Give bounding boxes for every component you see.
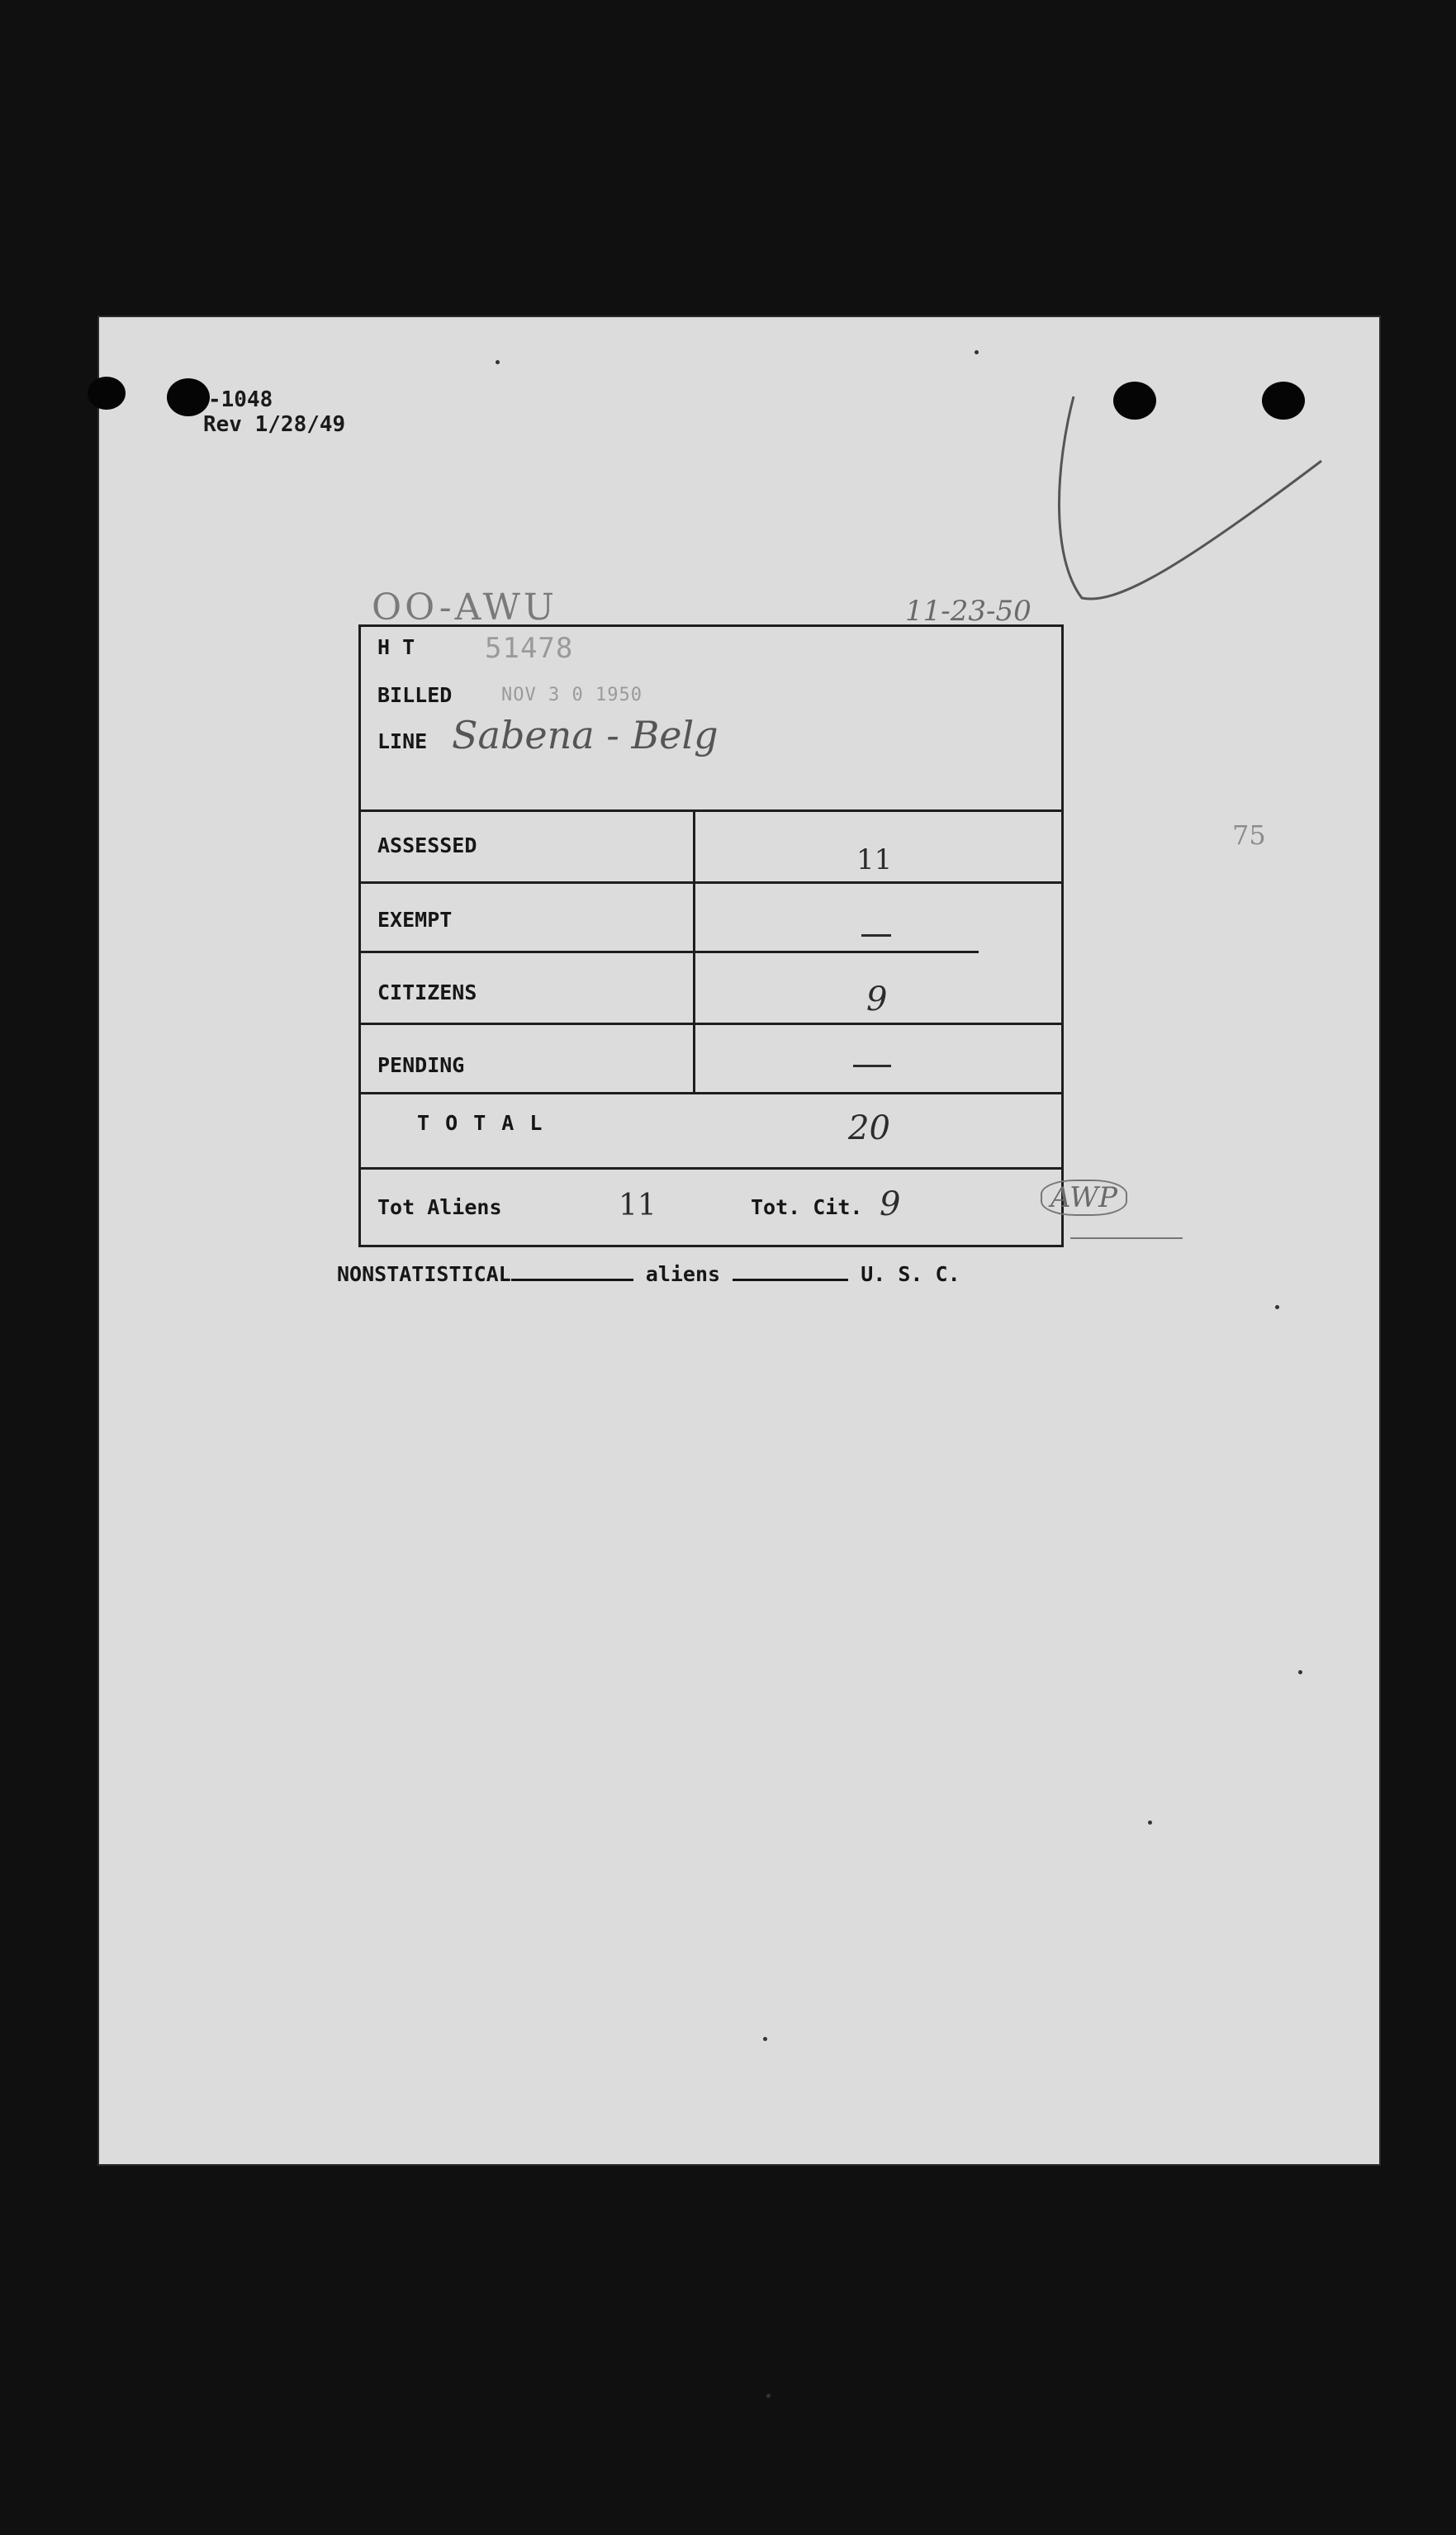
row-label-assessed: ASSESSED bbox=[377, 833, 477, 857]
form-revision: Rev 1/28/49 bbox=[203, 412, 346, 437]
row-value-exempt-dash bbox=[861, 934, 891, 937]
nonstatistical-blank bbox=[511, 1279, 633, 1281]
nonstatistical-aliens-label: aliens bbox=[645, 1262, 721, 1286]
row-value-pending-dash bbox=[853, 1065, 891, 1067]
divider bbox=[361, 951, 979, 953]
row-value-citizens: 9 bbox=[866, 980, 888, 1018]
flight-code: OO-AWU bbox=[372, 586, 557, 629]
divider bbox=[361, 1167, 1061, 1170]
initials-underline bbox=[1070, 1237, 1183, 1239]
row-label-citizens: CITIZENS bbox=[377, 980, 477, 1004]
tot-cit-value: 9 bbox=[880, 1185, 901, 1223]
margin-note: 75 bbox=[1232, 819, 1266, 851]
tot-aliens-label: Tot Aliens bbox=[377, 1195, 502, 1219]
nonstatistical-usc-label: U. S. C. bbox=[861, 1262, 960, 1286]
total-label: T O T A L bbox=[417, 1111, 544, 1135]
speck bbox=[496, 360, 500, 364]
billed-label: BILLED bbox=[377, 683, 453, 707]
divider bbox=[361, 1092, 1061, 1094]
total-value: 20 bbox=[848, 1109, 890, 1147]
punch-hole bbox=[88, 377, 126, 410]
tot-cit-label: Tot. Cit. bbox=[751, 1195, 863, 1219]
count-table bbox=[358, 624, 1064, 1247]
nonstatistical-aliens-blank bbox=[733, 1279, 848, 1281]
line-label: LINE bbox=[377, 729, 428, 753]
line-value: Sabena - Belg bbox=[452, 713, 719, 757]
tot-aliens-value: 11 bbox=[619, 1189, 657, 1222]
billed-date-stamp: NOV 3 0 1950 bbox=[501, 685, 643, 705]
divider bbox=[361, 1023, 1061, 1025]
speck bbox=[1148, 1821, 1152, 1825]
column-divider bbox=[693, 812, 695, 1094]
ht-label: H T bbox=[377, 635, 415, 659]
row-label-exempt: EXEMPT bbox=[377, 908, 453, 932]
nonstatistical-line bbox=[337, 1262, 960, 1286]
nonstatistical-label: NONSTATISTICAL bbox=[337, 1262, 511, 1286]
check-mark-icon bbox=[1049, 392, 1346, 606]
speck bbox=[975, 350, 979, 354]
divider bbox=[361, 881, 1061, 884]
speck bbox=[766, 2394, 771, 2398]
ht-number-stamp: 51478 bbox=[485, 632, 574, 665]
divider bbox=[361, 809, 1061, 812]
speck bbox=[1298, 1670, 1302, 1674]
handwritten-date: 11-23-50 bbox=[905, 595, 1032, 628]
inspector-initials: AWP bbox=[1041, 1180, 1127, 1216]
row-label-pending: PENDING bbox=[377, 1053, 465, 1077]
form-number: -1048 bbox=[208, 387, 273, 412]
row-value-assessed: 11 bbox=[856, 843, 893, 876]
speck bbox=[1275, 1305, 1279, 1309]
speck bbox=[763, 2037, 767, 2041]
